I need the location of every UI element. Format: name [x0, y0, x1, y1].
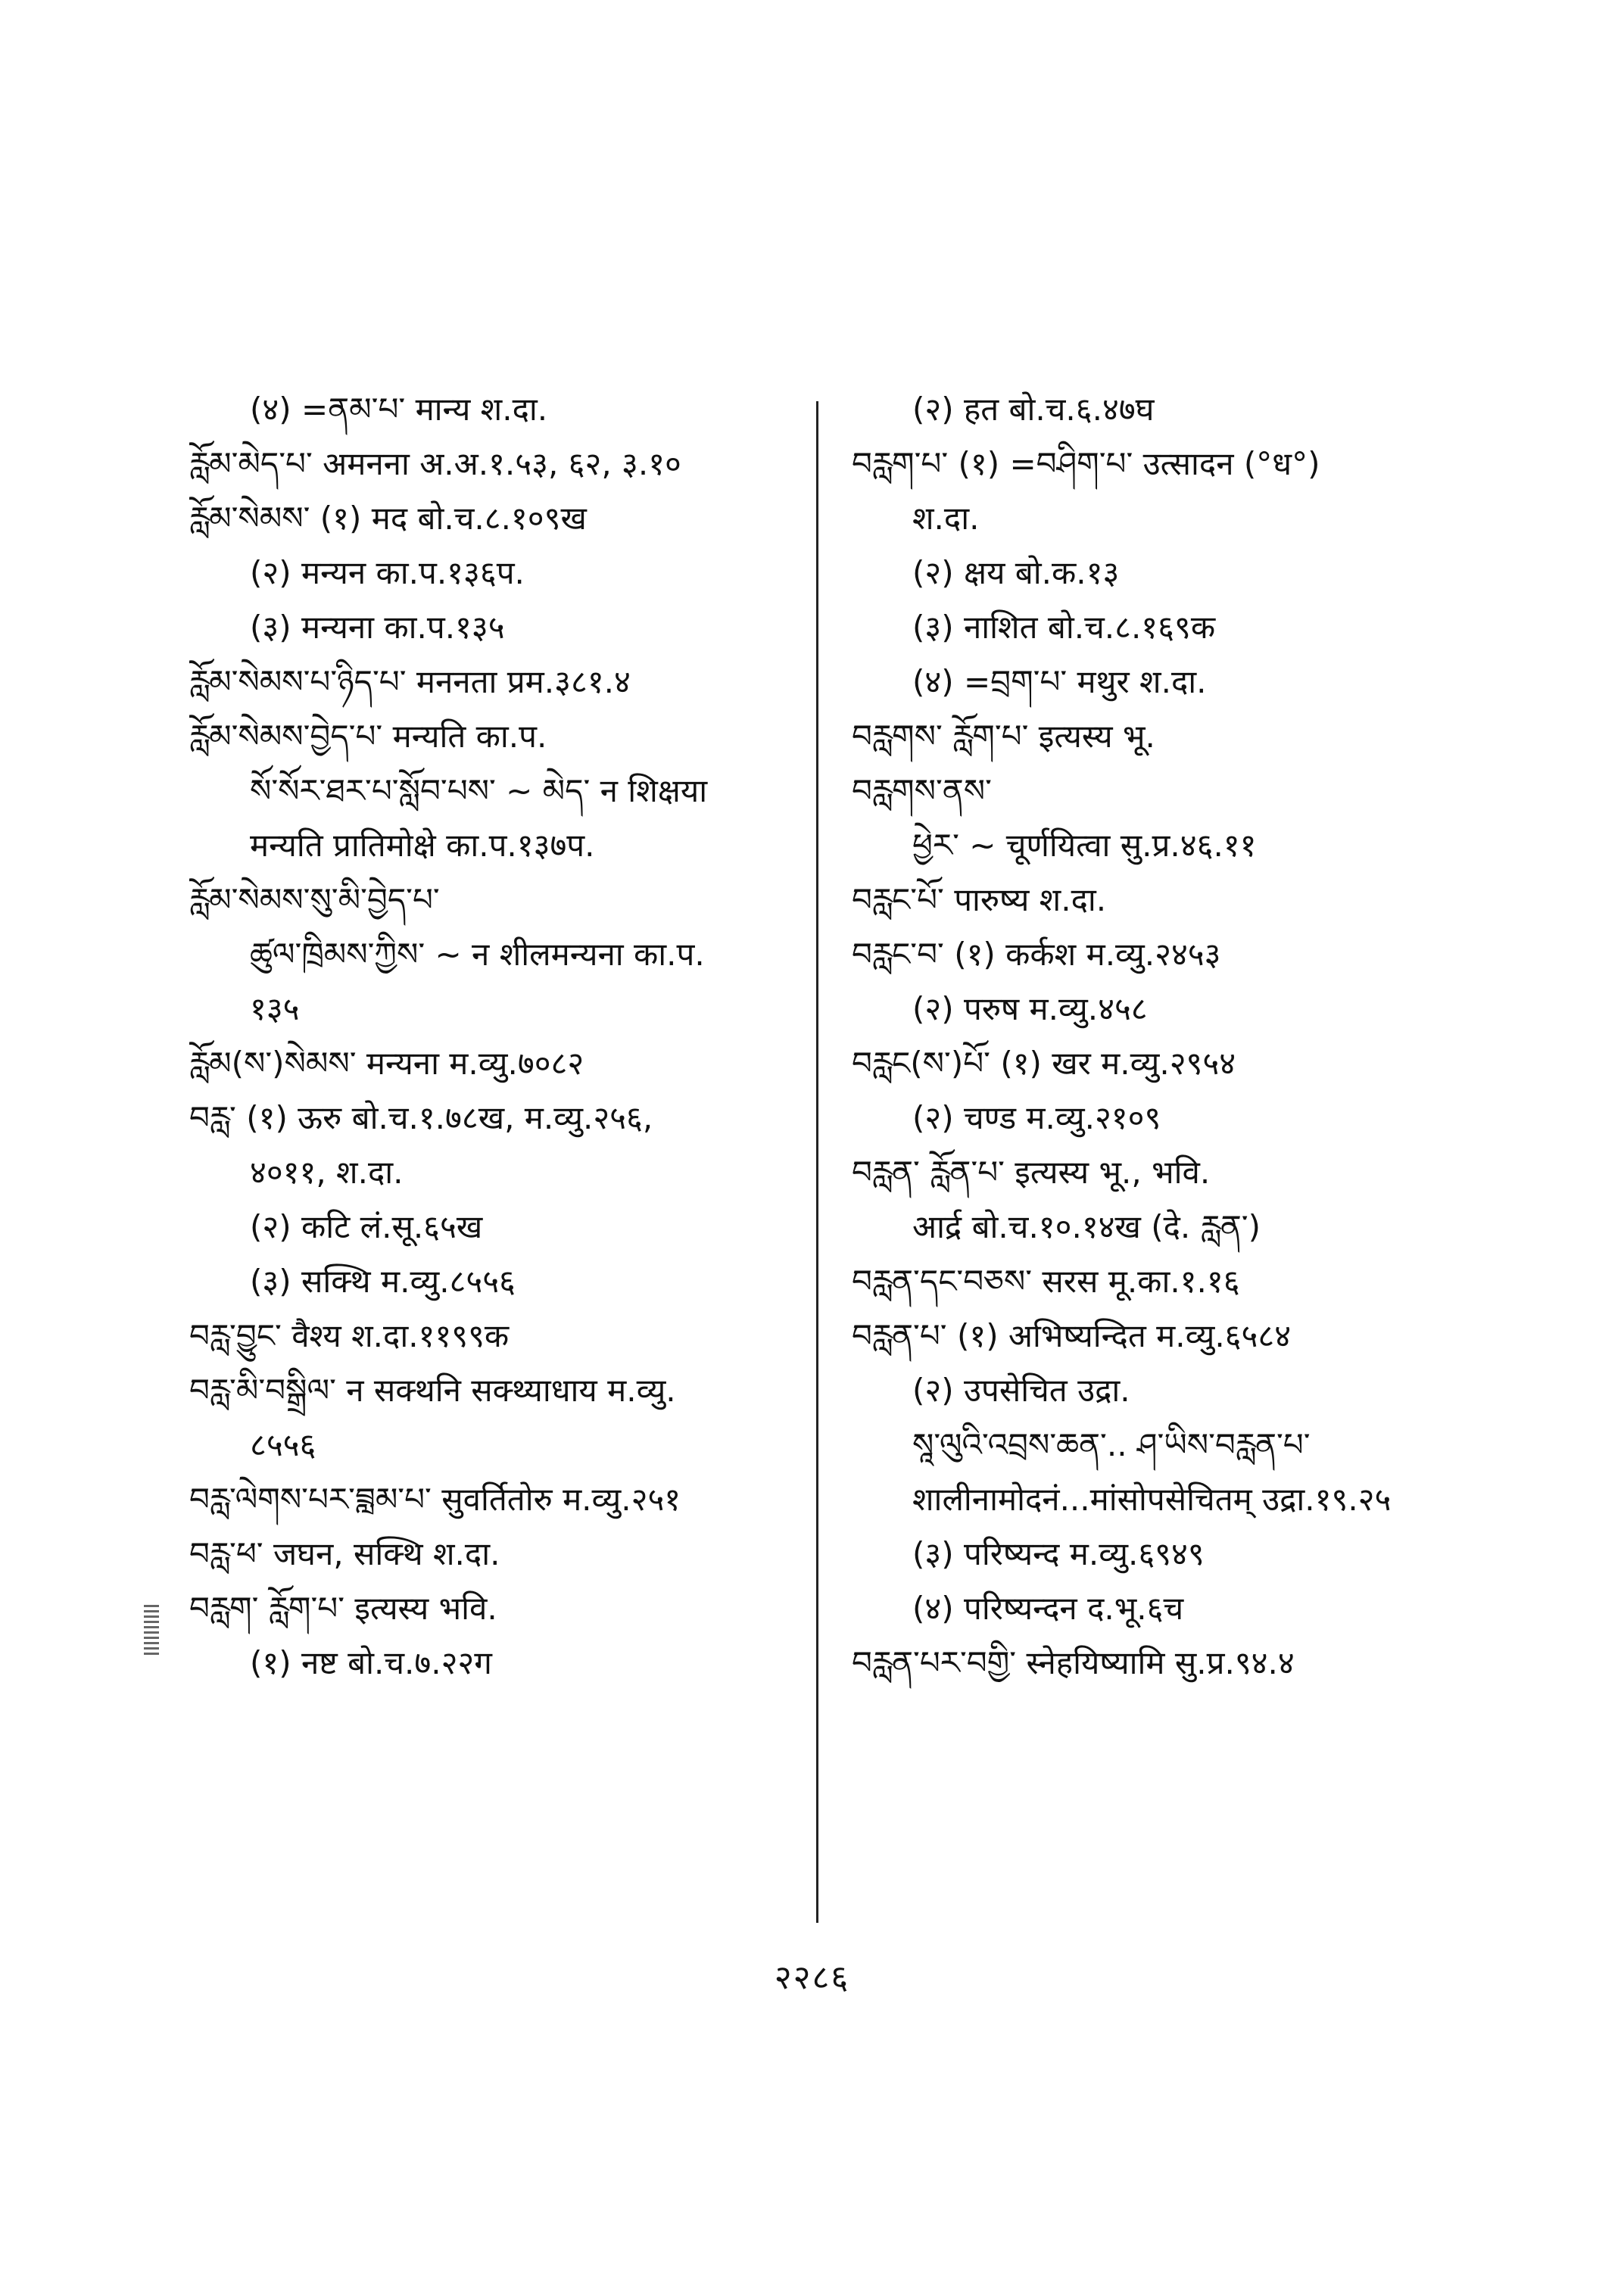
- entry-line: བརླང་པོ་ पारुष्य श.दा.: [852, 881, 1107, 918]
- entry-line: (२) चण्ड म.व्यु.२१०९: [912, 1099, 1161, 1136]
- left-column: [189, 382, 803, 1690]
- entry-line: བརླང(ས་)པོ་ (१) खर म.व्यु.२९५४: [852, 1045, 1236, 1082]
- entry-line: (२) उपसेचित उद्रा.: [912, 1372, 1130, 1409]
- entry-line: (३) सक्थि म.व्यु.८५५६: [250, 1263, 516, 1300]
- entry-line: བརླ་ཕ་ जघन, सक्थि श.दा.: [189, 1535, 500, 1572]
- entry-line: ८५५६: [250, 1426, 316, 1463]
- entry-line: (३) नाशित बो.च.८.१६९क: [912, 609, 1216, 646]
- entry-line: བརླན་པ་ (१) अभिष्यन्दित म.व्यु.६५८४: [852, 1317, 1292, 1354]
- entry-line: སཱ་ལུའི་འབྲས་ཆན་.. ཤ་ཡིས་བརླན་པ་: [912, 1426, 1311, 1463]
- entry-line: (४) परिष्यन्दन द.भू.६च: [912, 1590, 1184, 1627]
- entry-line: བརླ་ལེགས་པར་བྲླམ་པ་ सुवर्तितोरु म.व्यु.२५१: [189, 1481, 681, 1518]
- entry-line: རློམ(ས་)སེམས་ मन्यना म.व्यु.७०८२: [189, 1045, 584, 1082]
- entry-line: (४) =བྲག་པ་ मथुर श.दा.: [912, 663, 1207, 700]
- column-divider: [816, 401, 818, 1923]
- entry-line: རློམ་སེམས་བྱེད་པ་ मन्यति का.प.: [189, 718, 547, 755]
- entry-line: བརླ་ (१) ऊरु बो.च.१.७८ख, म.व्यु.२५६,: [189, 1099, 653, 1136]
- entry-line: བརླག་ རློག་པ་ इत्यस्य भवि.: [189, 1590, 497, 1627]
- entry-line: (३) परिष्यन्द म.व्यु.६९४९: [912, 1535, 1205, 1572]
- entry-line: རློམ་མེད་པ་ अमनना अ.अ.१.५३, ६२, ३.१०: [189, 445, 681, 482]
- entry-line: (२) क्षय बो.क.१३: [912, 554, 1120, 591]
- entry-line: བརླ་བྱུང་ वैश्य श.दा.११९९क: [189, 1317, 510, 1354]
- entry-line: १३५: [250, 990, 300, 1027]
- entry-line: བརླ་མི་བསྒྲིལ་ न सक्थनि सक्थ्याधाय म.व्यु.: [189, 1372, 676, 1409]
- entry-line: (२) हत बो.च.६.४७घ: [912, 391, 1155, 428]
- entry-line: आर्द्र बो.च.१०.१४ख (दे. རླན་): [912, 1208, 1261, 1245]
- entry-line: རློམ་སེམས་པ་ཉིད་པ་ मननता प्रम.३८१.४: [189, 663, 631, 700]
- margin-mark: [144, 1605, 159, 1658]
- entry-line: བརླན་པར་བགྱི་ स्नेहयिष्यामि सु.प्र.९४.४: [852, 1644, 1295, 1681]
- entry-line: བརླང་བ་ (१) कर्कश म.व्यु.२४५३: [852, 936, 1221, 973]
- right-column: [852, 382, 1503, 1690]
- entry-line: शालीनामोदनं...मांसोपसेचितम् उद्रा.१९.२५: [912, 1481, 1392, 1518]
- entry-line: ཚུལ་ཁྲིམས་ཀྱིས་ ~ न शीलमन्यना का.प.: [250, 936, 705, 973]
- entry-line: རློམ་སེམས་སུ་མི་བྱེད་པ་: [189, 881, 440, 918]
- entry-line: (३) मन्यना का.प.१३५: [250, 609, 505, 646]
- entry-line: བརླགས་ རློག་པ་ इत्यस्य भू.: [852, 718, 1155, 755]
- entry-line: བརླན་ རློན་པ་ इत्यस्य भू., भवि.: [852, 1154, 1211, 1191]
- entry-line: སོ་སོར་ཐར་པ་སློབ་པས་ ~ མེད་ न शिक्षया: [250, 772, 708, 809]
- entry-line: བརླན་དང་བཅས་ सरस मू.का.१.१६: [852, 1263, 1240, 1300]
- entry-line: བརླག་པ་ (१) =བཤིག་པ་ उत्सादन (°ध°): [852, 445, 1320, 482]
- entry-line: (२) कटि लं.सू.६५ख: [250, 1208, 483, 1245]
- entry-line: ཕྱེར་ ~ चूर्णयित्वा सु.प्र.४६.११: [912, 827, 1257, 864]
- entry-line: རློམ་སེམས་ (१) मद बो.च.८.१०९ख: [189, 500, 587, 537]
- entry-line: (२) मन्यन का.प.१३६प.: [250, 554, 525, 591]
- entry-line: བརླགས་ནས་: [852, 772, 992, 809]
- entry-line: श.दा.: [912, 500, 980, 537]
- entry-line: (४) =ནམ་པ་ मान्य श.दा.: [250, 391, 548, 428]
- entry-line: ४०११, श.दा.: [250, 1154, 404, 1191]
- entry-line: (२) परुष म.व्यु.४५८: [912, 990, 1148, 1027]
- entry-line: मन्यति प्रातिमोक्षे का.प.१३७प.: [250, 827, 595, 864]
- page-number: २२८६: [774, 1958, 850, 1997]
- entry-line: (१) नष्ट बो.च.७.२२ग: [250, 1644, 492, 1681]
